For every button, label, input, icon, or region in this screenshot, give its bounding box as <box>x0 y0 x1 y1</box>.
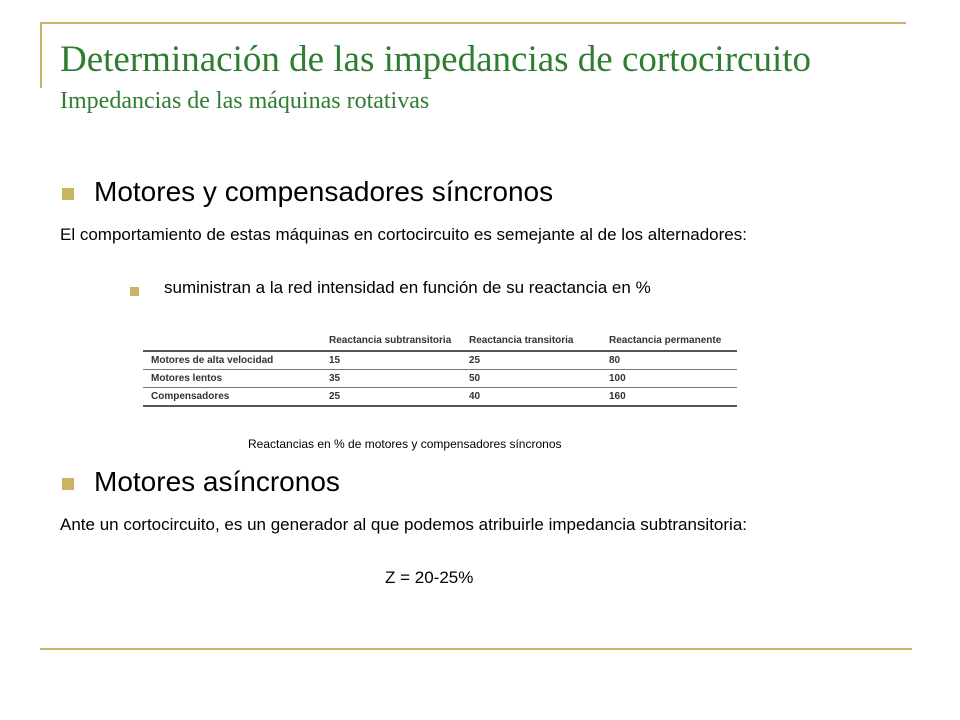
top-rule <box>40 22 906 24</box>
table-cell: 35 <box>329 373 341 384</box>
sub-bullet-square-icon <box>130 287 139 296</box>
table-header-cell: Reactancia permanente <box>609 335 722 346</box>
bullet-square-icon <box>62 478 74 490</box>
subpoint-synchronous: suministran a la red intensidad en función de su reactancia en % <box>164 278 651 297</box>
table-header-cell: Reactancia transitoria <box>469 335 574 346</box>
section-heading-synchronous: Motores y compensadores síncronos <box>94 176 554 207</box>
table-header-cell <box>143 334 329 351</box>
paragraph-synchronous: El comportamiento de estas máquinas en cortocircuito es semejante al de los alternadores: <box>60 225 747 244</box>
table-row <box>143 370 737 388</box>
table-row <box>143 388 737 407</box>
table-cell: 25 <box>469 355 481 366</box>
table-header-row <box>143 334 737 351</box>
table-caption: Reactancias en % de motores y compensadores síncronos <box>248 437 562 451</box>
bullet-square-icon <box>62 188 74 200</box>
table-cell: 50 <box>469 373 481 384</box>
table-cell: 15 <box>329 355 341 366</box>
table-cell: 100 <box>609 373 626 384</box>
table-cell: 40 <box>469 391 481 402</box>
bottom-rule <box>40 648 912 650</box>
reactance-table <box>143 334 737 407</box>
table-cell: Motores lentos <box>151 373 223 384</box>
table-row <box>143 351 737 370</box>
table-cell: 25 <box>329 391 341 402</box>
left-rule <box>40 22 42 88</box>
impedance-formula: Z = 20-25% <box>385 568 474 587</box>
table-header-cell: Reactancia subtransitoria <box>329 335 452 346</box>
section-heading-asynchronous: Motores asíncronos <box>94 466 340 497</box>
table-cell: 80 <box>609 355 621 366</box>
table-cell: Compensadores <box>151 391 230 402</box>
slide-subtitle: Impedancias de las máquinas rotativas <box>60 88 430 114</box>
slide-title: Determinación de las impedancias de cortocircuito <box>60 39 812 80</box>
paragraph-asynchronous: Ante un cortocircuito, es un generador al que podemos atribuirle impedancia subtransitoria: <box>60 515 748 534</box>
table-cell: Motores de alta velocidad <box>151 355 274 366</box>
table-cell: 160 <box>609 391 626 402</box>
